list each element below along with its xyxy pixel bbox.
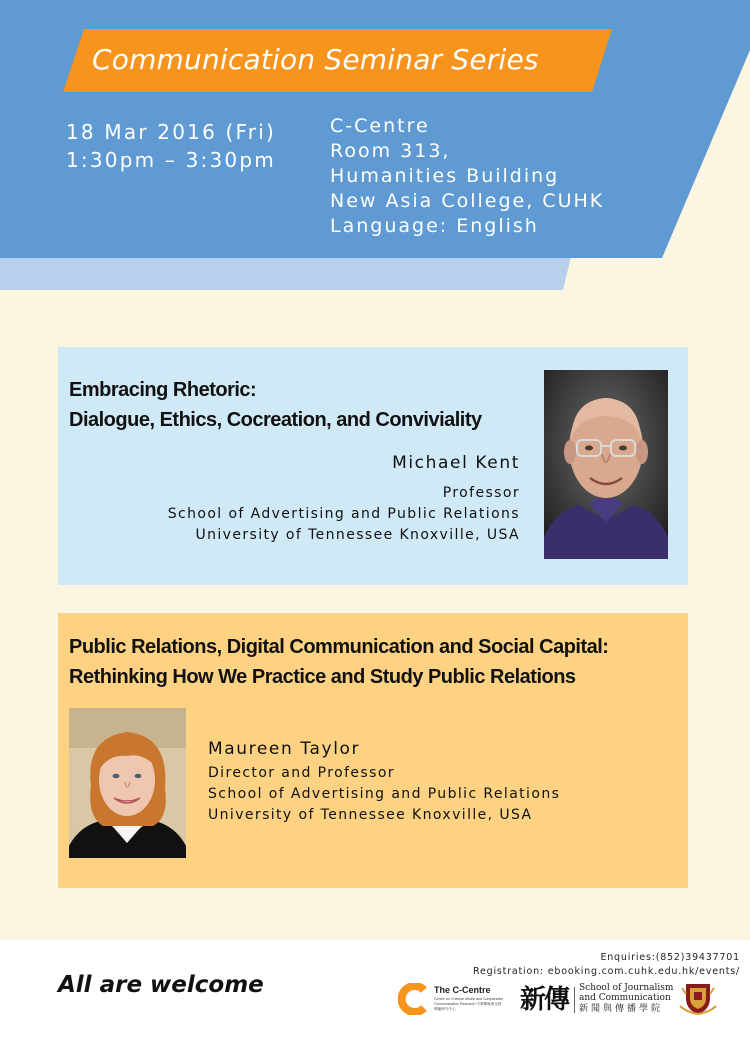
speaker-position: Professor — [442, 485, 520, 501]
talk-title-line: Dialogue, Ethics, Cocreation, and Conviviality — [69, 409, 482, 431]
school-logo-chinese: 新傳 — [520, 985, 569, 1015]
language-line: Language: English — [330, 215, 539, 237]
speaker-info — [168, 453, 520, 546]
speaker-position: Director and Professor — [208, 765, 395, 781]
speaker-name: Maureen Taylor — [208, 739, 361, 759]
series-title: Communication Seminar Series — [92, 43, 539, 76]
talk-card-2 — [58, 613, 688, 888]
enquiries-text: Enquiries:(852)39437701 — [600, 952, 740, 963]
footer — [0, 940, 750, 1051]
venue-line: New Asia College, CUHK — [330, 190, 605, 212]
school-name-chinese: 新聞與傳播學院 — [579, 1004, 664, 1014]
c-centre-logo — [398, 983, 508, 1017]
c-centre-name: The C-Centre — [434, 985, 491, 995]
talk-title-line: Rethinking How We Practice and Study Public Relations — [69, 666, 576, 688]
talk-title-line: Embracing Rhetoric: — [69, 379, 257, 401]
venue-line: Humanities Building — [330, 165, 560, 187]
welcome-text: All are welcome — [58, 972, 264, 998]
venue-line: Room 313, — [330, 140, 451, 162]
talk-title — [69, 375, 549, 435]
speaker-photo-michael-kent — [544, 370, 668, 559]
event-time: 1:30pm – 3:30pm — [66, 148, 276, 172]
registration-link[interactable]: Registration: ebooking.com.cuhk.edu.hk/events/ — [473, 966, 740, 977]
school-logo — [520, 983, 674, 1017]
speaker-school: School of Advertising and Public Relations — [167, 506, 520, 522]
talk-card-1 — [58, 347, 688, 585]
talk-title-line: Public Relations, Digital Communication and Social Capital: — [69, 636, 609, 658]
school-name-line: School of Journalism — [579, 983, 674, 993]
talk-title — [69, 632, 681, 692]
event-venue — [330, 114, 604, 239]
contact-info — [473, 951, 740, 979]
speaker-info — [208, 739, 560, 826]
event-date: 18 Mar 2016 (Fri) — [66, 120, 276, 144]
speaker-photo-maureen-taylor — [69, 708, 186, 858]
cuhk-crest-icon — [678, 980, 718, 1016]
speaker-university: University of Tennessee Knoxville, USA — [195, 527, 520, 543]
school-name-line: and Communication — [579, 992, 671, 1003]
logo-divider — [574, 987, 575, 1013]
venue-line: C-Centre — [330, 115, 430, 137]
event-datetime — [66, 118, 276, 174]
school-name-english — [579, 984, 673, 1003]
c-centre-subtitle: Centre for Chinese Media and Comparative Communication Research 中華傳媒與比較傳播研究中心 — [434, 997, 504, 1011]
speaker-name: Michael Kent — [392, 453, 520, 473]
speaker-school: School of Advertising and Public Relations — [208, 786, 561, 802]
speaker-university: University of Tennessee Knoxville, USA — [208, 807, 533, 823]
c-centre-logo-icon — [398, 983, 430, 1015]
